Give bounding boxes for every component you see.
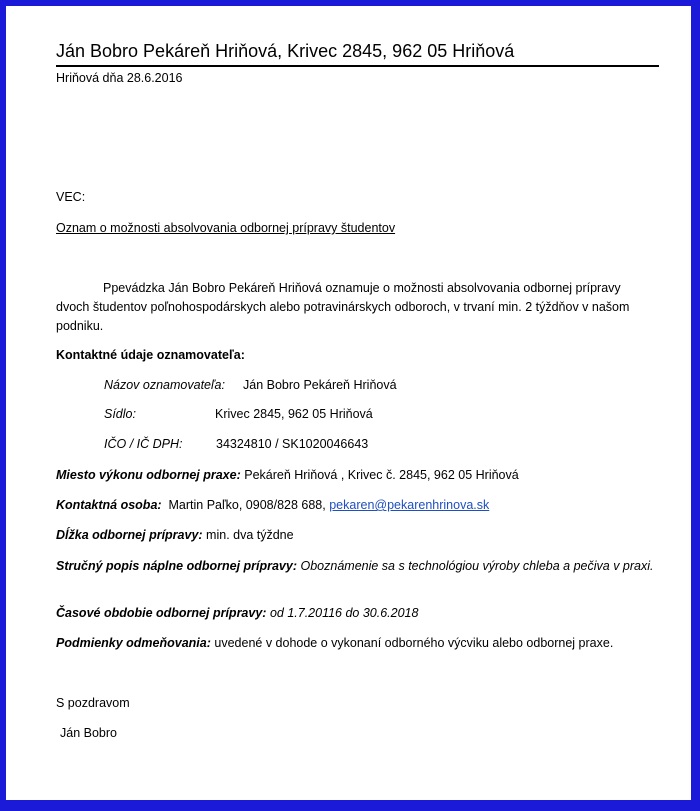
length-row: [56, 528, 294, 543]
person-label: Kontaktná osoba:: [56, 498, 162, 512]
place-row: [56, 468, 519, 483]
letterhead-title: Ján Bobro Pekáreň Hriňová, Krivec 2845, 962 05 Hriňová: [56, 41, 515, 61]
description-value: Oboznámenie sa s technológiou výroby chleba a pečiva v praxi.: [300, 559, 654, 573]
person-row: [56, 498, 489, 513]
date-line: Hriňová dňa 28.6.2016: [56, 71, 183, 85]
closing-greeting: S pozdravom: [56, 696, 130, 710]
body-paragraph-text: Ppevádzka Ján Bobro Pekáreň Hriňová oznamuje o možnosti absolvovania odbornej prípravy dvoch študentov poľnohospodárskych alebo potravinárskych odboroch, v trvaní min. 2 týždňov v našom podniku.: [56, 281, 630, 333]
place-value: Pekáreň Hriňová , Krivec č. 2845, 962 05 Hriňová: [244, 468, 519, 482]
length-label: Dĺžka odbornej prípravy:: [56, 528, 203, 542]
contact-name-label: Názov oznamovateľa:: [104, 378, 225, 392]
place-label: Miesto výkonu odbornej praxe:: [56, 468, 241, 482]
signature: Ján Bobro: [60, 726, 117, 740]
letterhead-rule: [56, 65, 659, 67]
email-link[interactable]: pekaren@pekarenhrinova.sk: [329, 498, 490, 512]
description-row: [56, 557, 656, 576]
conditions-label: Podmienky odmeňovania:: [56, 636, 211, 650]
conditions-row: [56, 636, 613, 651]
description-label: Stručný popis náplne odbornej prípravy:: [56, 559, 298, 573]
subject-text: Oznam o možnosti absolvovania odbornej prípravy študentov: [56, 221, 396, 235]
subject-label: VEC:: [56, 190, 86, 204]
contact-ico-value: 34324810 / SK1020046643: [216, 437, 369, 451]
conditions-value: uvedené v dohode o vykonaní odborného výcviku alebo odbornej praxe.: [214, 636, 614, 650]
contact-seat-label: Sídlo:: [104, 407, 136, 421]
period-row: [56, 606, 418, 621]
length-value: min. dva týždne: [206, 528, 294, 542]
period-value: od 1.7.20116 do 30.6.2018: [269, 606, 419, 620]
contact-ico-label: IČO / IČ DPH:: [104, 437, 183, 451]
period-label: Časové obdobie odbornej prípravy:: [56, 606, 267, 620]
person-value: Martin Paľko, 0908/828 688,: [168, 498, 326, 512]
contact-name-value: Ján Bobro Pekáreň Hriňová: [243, 378, 397, 392]
contact-seat-value: Krivec 2845, 962 05 Hriňová: [215, 407, 373, 421]
contacts-heading: Kontaktné údaje oznamovateľa:: [56, 348, 245, 362]
body-paragraph: [56, 279, 656, 336]
